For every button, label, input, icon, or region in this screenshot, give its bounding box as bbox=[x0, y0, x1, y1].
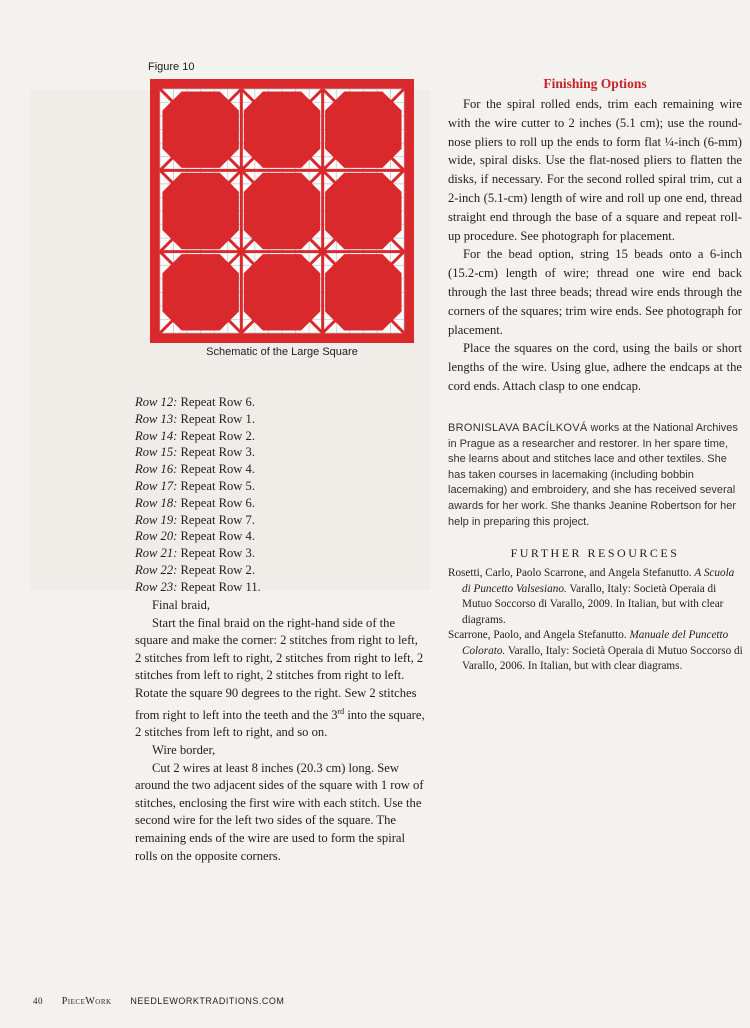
resource-item: Rosetti, Carlo, Paolo Scarrone, and Angela Stefanutto. A Scuola di Puncetto Valsesiano. Varallo, Italy: Società Operaia di Mutuo Soccorso di Varallo, 2009. In Italian, but with clear diagrams. bbox=[448, 567, 735, 626]
row-instruction: Row 22: Repeat Row 2. bbox=[135, 562, 255, 577]
row-instruction: Row 12: Repeat Row 6. bbox=[135, 395, 255, 409]
row-instruction: Row 14: Repeat Row 2. bbox=[135, 428, 255, 443]
wire-border-paragraph: Cut 2 wires at least 8 inches (20.3 cm) long. Sew around the two adjacent sides of the square with 1 row of stitches, enclosing the first wire with each stitch. Use the second wire for the left two sides of the square. The remaining ends of the wire are used to form the spiral rolls on the opposite corners. bbox=[135, 760, 424, 863]
figure-label: Figure 10 bbox=[148, 61, 195, 73]
red-octagon-center bbox=[181, 272, 221, 312]
resources-list bbox=[448, 566, 744, 675]
resource-item: Scarrone, Paolo, and Angela Stefanutto. Manuale del Puncetto Colorato. Varallo, Italy: Società Operaia di Mutuo Soccorso di Varallo, 2006. In Italian, but with clear diagrams. bbox=[448, 629, 743, 672]
row-instruction: Row 16: Repeat Row 4. bbox=[135, 462, 255, 477]
author-bio: BRONISLAVA BACÍLKOVÁ works at the National Archives in Prague as a researcher and restorer. In her spare time, she learns about and stitches lace and other textiles. She has taken courses in lacemaking (including bobbin lacemaking) and embroidery, and she has received several awards for her work. She thanks Jeanine Robertson for her help in preparing this project. bbox=[448, 422, 738, 528]
row-list bbox=[135, 394, 261, 596]
website: NEEDLEWORKTRADITIONS.COM bbox=[130, 996, 285, 1006]
finishing-paragraph: For the spiral rolled ends, trim each remaining wire with the wire cutter to 2 inches (5.1 cm); use the round-nose pliers to roll up the ends to form flat ¼-inch (6-mm) wide, spiral disks. Use the flat-nosed pliers to flatten the disks, if necessary. For the second rolled spiral trim, cut a 2-inch (5.1-cm) length of wire and roll up one end, thread straight end through the base of a square and repeat roll-up procedure. See photograph for placement. bbox=[448, 97, 742, 243]
red-octagon-center bbox=[181, 191, 221, 231]
red-octagon-center bbox=[262, 110, 302, 150]
figure-caption: Schematic of the Large Square bbox=[206, 346, 358, 358]
final-braid-heading: Final braid, bbox=[152, 598, 211, 612]
row-instruction: Row 18: Repeat Row 6. bbox=[135, 495, 255, 510]
red-octagon-center bbox=[343, 191, 383, 231]
row-instruction: Row 19: Repeat Row 7. bbox=[135, 512, 255, 527]
row-instruction: Row 13: Repeat Row 1. bbox=[135, 411, 255, 426]
red-octagon-center bbox=[181, 110, 221, 150]
row-instruction: Row 21: Repeat Row 3. bbox=[135, 546, 255, 561]
further-resources-heading: FURTHER RESOURCES bbox=[510, 546, 680, 560]
red-octagon-center bbox=[343, 272, 383, 312]
finishing-options-section bbox=[448, 76, 742, 396]
page-number: 40 bbox=[33, 996, 43, 1006]
red-octagon-center bbox=[262, 191, 302, 231]
author-name: BRONISLAVA BACÍLKOVÁ bbox=[448, 422, 588, 434]
wire-border-heading: Wire border, bbox=[152, 742, 216, 757]
row-instruction: Row 23: Repeat Row 11. bbox=[135, 579, 261, 594]
finishing-paragraph: For the bead option, string 15 beads onto a 6-inch (15.2-cm) length of wire; thread one wire end back through the last three beads; thread wire ends through the corners of the squares; trim wire ends. See photograph for placement. bbox=[448, 247, 742, 337]
left-body-text bbox=[135, 597, 427, 865]
large-square-schematic bbox=[150, 79, 414, 343]
row-instruction: Row 20: Repeat Row 4. bbox=[135, 529, 255, 544]
magazine-name: PieceWork bbox=[61, 996, 112, 1007]
page-footer bbox=[33, 996, 300, 1007]
row-instruction: Row 17: Repeat Row 5. bbox=[135, 478, 255, 493]
red-octagon-center bbox=[262, 272, 302, 312]
finishing-options-heading: Finishing Options bbox=[543, 76, 647, 91]
red-octagon-center bbox=[343, 110, 383, 150]
finishing-paragraph: Place the squares on the cord, using the bails or short lengths of the wire. Using glue, adhere the endcaps at the cord ends. Attach clasp to one endcap. bbox=[448, 341, 742, 393]
row-instruction: Row 15: Repeat Row 3. bbox=[135, 445, 255, 460]
final-braid-paragraph: Start the final braid on the right-hand side of the square and make the corner: 2 stitches from right to left, 2 stitches from left to right, 2 stitches from right to left, 2 stitches from left to right, 2 stitches from right to left. Rotate the square 90 degrees to the right. Sew 2 stitches from right to left into the teeth and the 3rd into the square, 2 stitches from left to right, and so on. bbox=[135, 615, 425, 740]
